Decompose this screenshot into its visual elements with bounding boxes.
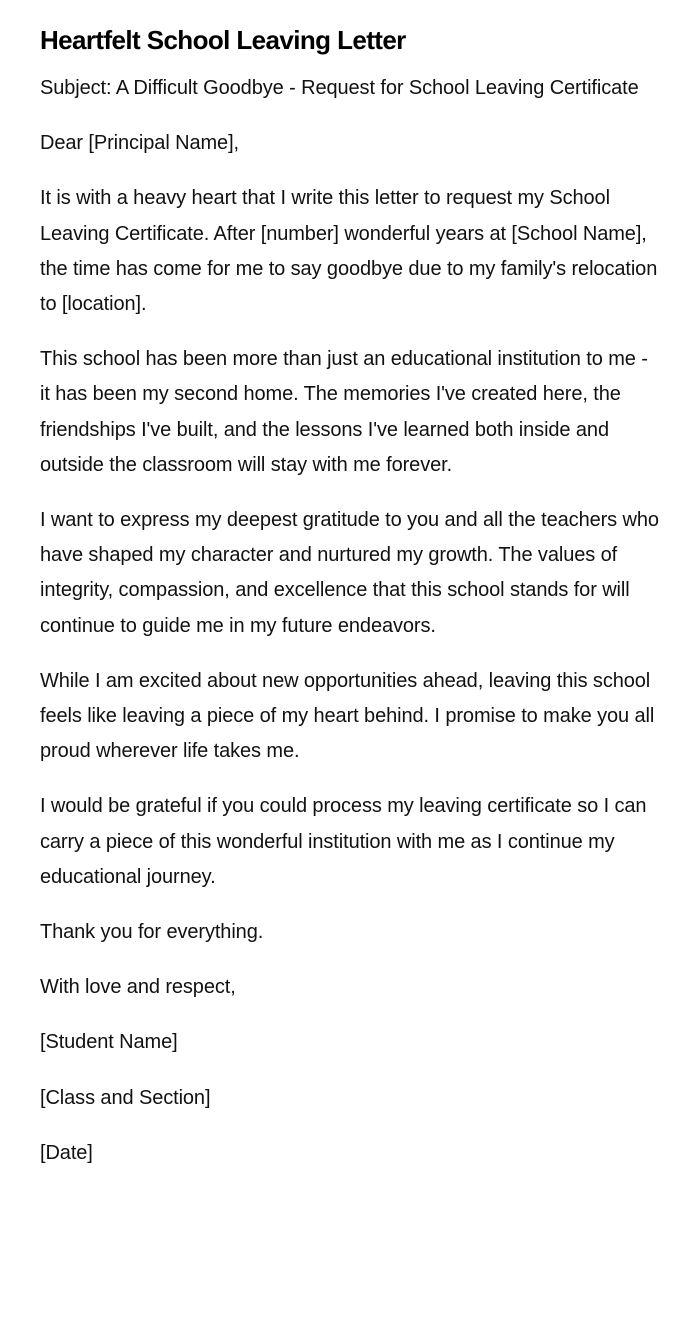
body-paragraph: I would be grateful if you could process my leaving certificate so I can carry a piece of this wonderful institution with me as I continue my educational journey. — [40, 795, 647, 888]
class-section: [Class and Section] — [40, 1086, 211, 1109]
thanks-line: Thank you for everything. — [40, 921, 264, 944]
salutation: Dear [Principal Name], — [40, 132, 239, 155]
letter-title: Heartfelt School Leaving Letter — [40, 25, 406, 55]
letter-date: [Date] — [40, 1141, 93, 1164]
body-paragraph: I want to express my deepest gratitude to you and all the teachers who have shaped my character and nurtured my growth. The values of integrity, compassion, and excellence that this school stands for will continue to guide me in my future endeavors. — [40, 509, 659, 637]
body-paragraph: This school has been more than just an educational institution to me - it has been my second home. The memories I've created here, the friendships I've built, and the lessons I've learned both inside and outside the classroom will stay with me forever. — [40, 348, 648, 476]
body-paragraph: While I am excited about new opportunities ahead, leaving this school feels like leaving a piece of my heart behind. I promise to make you all proud wherever life takes me. — [40, 669, 655, 763]
subject-line: Subject: A Difficult Goodbye - Request for School Leaving Certificate — [40, 77, 639, 99]
student-name: [Student Name] — [40, 1031, 178, 1054]
body-paragraph: It is with a heavy heart that I write this letter to request my School Leaving Certificate. After [number] wonderful years at [School Name], the time has come for me to say goodbye due to my family's relocation to [location]. — [40, 187, 658, 316]
closing-line: With love and respect, — [40, 976, 236, 999]
